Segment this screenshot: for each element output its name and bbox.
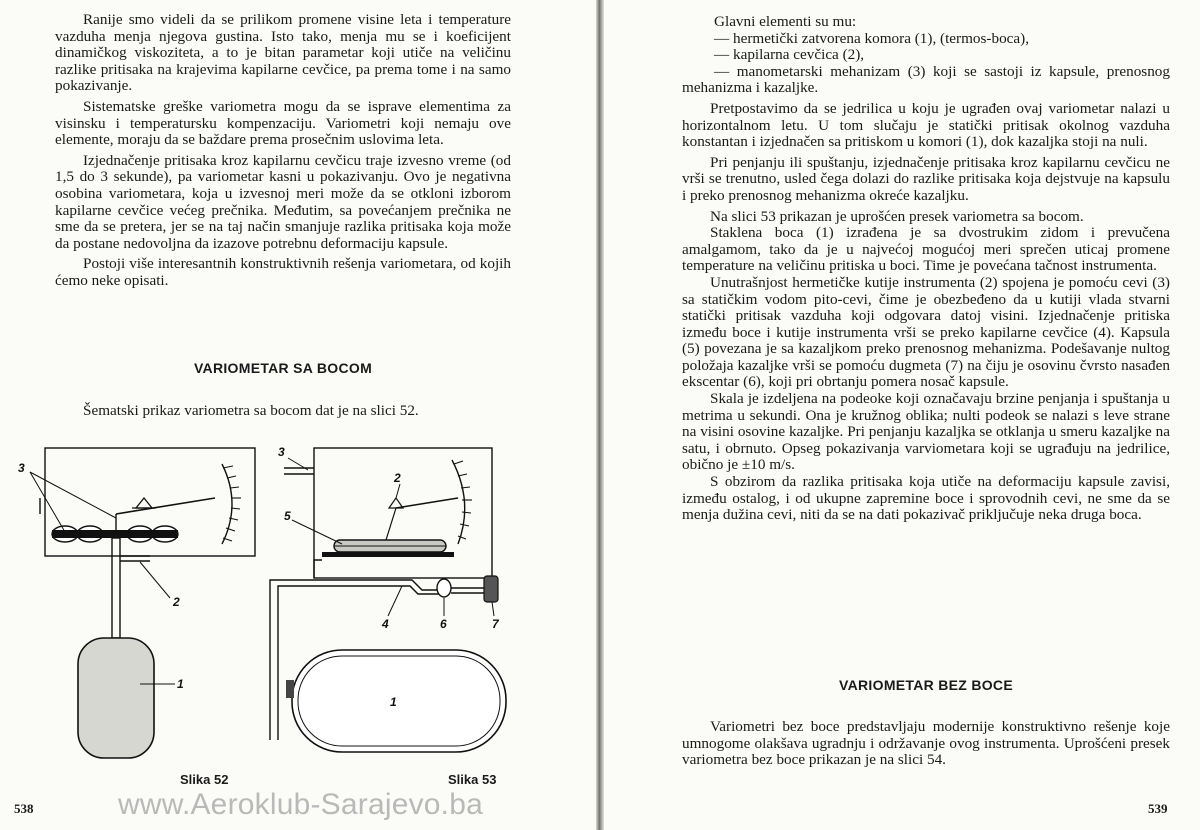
paragraph: Ranije smo videli da se prilikom promene visine leta i temperature vazduha menja njegova gustina. Isto tako, menja mu se i koeficijent dinamičkog viskoziteta, a to je bitan parametar koji utiče na veličinu razlike pritisaka na krajevima kapilarne cevčice, pa prema tome i na samo pokazivanje.: [55, 11, 511, 95]
book-gutter: [596, 0, 604, 830]
figure-53-label-2: 2: [394, 471, 401, 485]
list-item: — manometarski mehanizam (3) koji se sastoji iz kapsule, prenosnog mehanizma i kazaljke.: [682, 62, 1170, 97]
figure-53-caption: Slika 53: [448, 772, 497, 787]
list-intro: Glavni elementi su mu:: [714, 13, 857, 30]
paragraph: Variometri bez boce predstavljaju modernije konstruktivno rešenje koje umnogome olakšava ugradnju i održavanje ovog instrumenta. Uprošćeni presek variometra bez boce prikazan je na slici 54.: [682, 718, 1170, 769]
section-heading: VARIOMETAR BEZ BOCE: [839, 677, 1013, 693]
section-heading: VARIOMETAR SA BOCOM: [193, 360, 373, 376]
page-number-right: 539: [1148, 801, 1168, 816]
right-body-text: [682, 14, 1170, 528]
list-item: — hermetički zatvorena komora (1), (termos-boca),: [714, 29, 1030, 47]
paragraph: Unutrašnjost hermetičke kutije instrumenta (2) spojena je pomoću cevi (3) sa statičkim vodom pito-cevi, čime je obezbeđeno da u kutiji vlada stvarni statički pritisak vazduha koji odgovara datoj visini. Izjednačenje pritiska između boce i kutije instrumenta vrši se preko kapilarne cevčice (4). Kapsula (5) povezana je sa kazaljkom preko prenosnog mehanizma. Podešavanje nultog položaja kazaljke vrši se pomoću dugmeta (7) na čiju je osovinu čvrsto nasađen ekscentar (6), koji pri obrtanju pomera nosač kapsule.: [682, 273, 1170, 391]
figure-intro: [55, 403, 511, 424]
right-page: [604, 0, 1200, 830]
paragraph: Pretpostavimo da se jedrilica u koju je ugrađen ovaj variometar nalazi u horizontalnom letu. U tom slučaju je statički pritisak okolnog vazduha konstantan i izjednačen sa pritiskom u komori (1), dok kazaljka stoji na nuli.: [682, 99, 1170, 151]
left-page: [0, 0, 596, 830]
site-watermark[interactable]: www.Aeroklub-Sarajevo.ba: [118, 788, 483, 821]
figure-53-label-3: 3: [278, 445, 285, 459]
figure-52-label-2: 2: [173, 595, 180, 609]
paragraph: Staklena boca (1) izrađena je sa dvostrukim zidom i prevučena amalgamom, tako da je u najvećoj mogućoj meri sprečen uticaj promene temperature na veličinu pritiska u boci. Time je povećana tačnost instrumenta.: [682, 224, 1170, 275]
closing-text: [682, 719, 1170, 773]
paragraph: S obzirom da razlika pritisaka koja utiče na deformaciju kapsule zavisi, između ostalog, i od ukupne zapremine boce i sprovodnih cevi, ne sme da se menja dužina cevi, niti da se na dati pokazivač priključuje neka druga boca.: [682, 473, 1170, 524]
figure-52-diagram: [10, 440, 260, 760]
paragraph: Šematski prikaz variometra sa bocom dat je na slici 52.: [83, 402, 419, 419]
paragraph: Pri penjanju ili spuštanju, izjednačenje pritisaka kroz kapilarnu cevčicu ne vrši se trenutno, usled čega dolazi do razlike pritisaka koja dejstvuje na kapsulu i preko prenosnog mehanizma okreće kazaljku.: [682, 153, 1170, 204]
paragraph: Izjednačenje pritisaka kroz kapilarnu cevčicu traje izvesno vreme (od 1,5 do 3 sekunde), pa variometar kasni u pokazivanju. Ovo je negativna osobina variometara, koja u izvesnoj meri može da se otkloni izborom kapilarne cevčice većeg prečnika. Međutim, sa povećanjem prečnika ne sme da se pretera, jer se na taj način smanjuje razlika pritisaka koja može da postane nedovoljna da izazove potrebnu deformaciju kapsule.: [55, 151, 511, 252]
list-item: — kapilarna cevčica (2),: [714, 46, 865, 64]
figure-53-label-4: 4: [382, 617, 389, 631]
figure-53-label-7: 7: [492, 617, 499, 631]
figure-52-label-3: 3: [18, 461, 25, 475]
figure-53-label-6: 6: [440, 617, 447, 631]
left-body-text: [55, 12, 511, 294]
figure-53-label-5: 5: [284, 509, 291, 523]
page-number-left: 538: [14, 801, 34, 816]
figure-52-caption: Slika 52: [180, 772, 229, 787]
paragraph: Postoji više interesantnih konstruktivnih rešenja variometara, od kojih ćemo neke opisati.: [55, 255, 511, 289]
figure-53-label-1: 1: [390, 695, 397, 709]
figure-53-diagram: [262, 440, 522, 760]
paragraph: Sistematske greške variometra mogu da se isprave elementima za visinsku i temperatursku kompenzaciju. Variometri koji nemaju ove elemente, moraju da se baždare prema prosečnim uslovima leta.: [55, 97, 511, 149]
paragraph: Skala je izdeljena na podeoke koji označavaju brzine penjanja i spuštanja u metrima u sekundi. Ona je kružnog oblika; nulti podeok se nalazi s leve strane na visini osovine kazaljke. Pri penjanju kazaljka se otklanja u smeru kazaljke na satu, i obrnuto. Opseg pokazivanja varviometara koji se ugrađuju na jedrilice, obično je ±10 m/s.: [682, 390, 1170, 474]
figure-52-label-1: 1: [177, 677, 184, 691]
paragraph: Na slici 53 prikazan je uprošćen presek variometra sa bocom.: [710, 207, 1084, 225]
